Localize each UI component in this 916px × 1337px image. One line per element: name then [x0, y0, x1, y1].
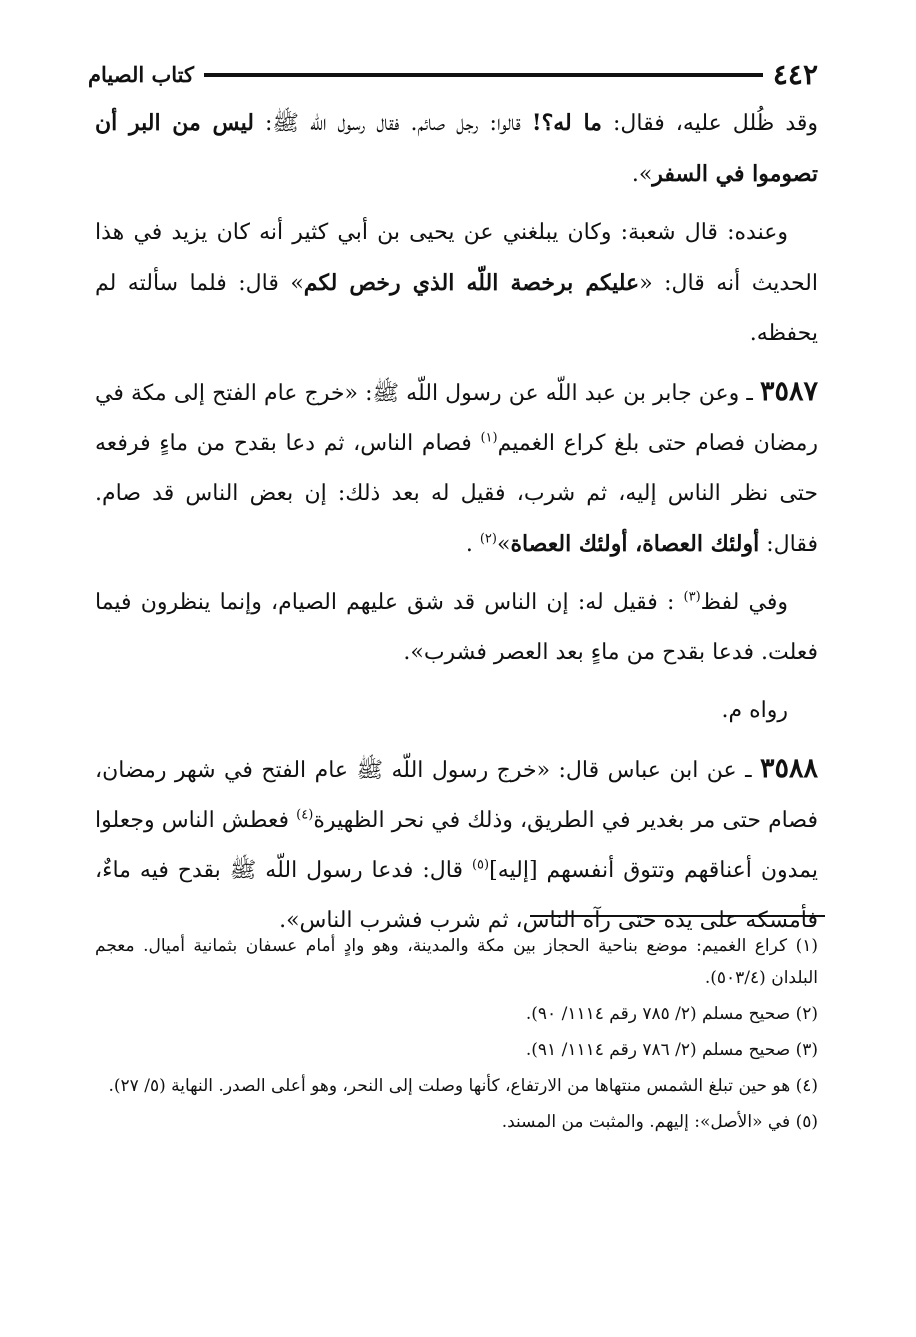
hadith-number: ٣٥٨٨ — [759, 753, 818, 784]
text-span: . — [465, 532, 480, 557]
bold-span: عليكم برخصة اللّه الذي رخص لكم — [303, 270, 640, 296]
text-span: فصام الناس، ثم دعا بقدح من ماءٍ فرفعه حتى نظر الناس إليه، ثم شرب، فقيل له بعد ذلك: إن بعض الناس قد صام. فقال: — [95, 431, 818, 557]
footnote-ref: (١) — [480, 430, 498, 446]
text-span: وقد ظُلل عليه، فقال: — [601, 111, 819, 136]
text-span: » قال: فلما سألته لم يحفظه. — [95, 271, 818, 346]
footnote-1: (١) كراع الغميم: موضع بناحية الحجاز بين مكة والمدينة، وهو وادٍ أمام عسفان بثمانية أميال. معجم البلدان (٥٠٣/٤). — [95, 936, 818, 988]
hadith-3587 — [95, 367, 818, 570]
text-span: ». — [631, 162, 653, 187]
text-span: وفي لفظ — [700, 590, 789, 615]
text-span: » — [496, 532, 511, 557]
bold-span: ما له؟! — [531, 110, 602, 136]
bold-span: أولئك العصاة، أولئك العصاة — [510, 531, 760, 557]
footnote-5: (٥) في «الأصل»: إليهم. والمثبت من المسند. — [501, 1112, 818, 1132]
header-rule — [204, 73, 763, 77]
paragraph-rawah: رواه م. — [721, 698, 788, 723]
footnote-ref: (٢) — [479, 531, 497, 547]
footnote-ref: (٣) — [683, 589, 701, 605]
footnote-separator — [530, 915, 825, 917]
bold-span: ليس من البر أن تصوموا في السفر — [95, 110, 818, 187]
footnote-ref: (٤) — [296, 807, 314, 823]
page-header — [88, 58, 818, 92]
text-span: قال: فدعا رسول اللّه ﷺ بقدح فيه ماءٌ، فأمسكه على يده حتى رآه الناس، ثم شرب فشرب الناس». — [95, 858, 818, 933]
main-text — [95, 98, 818, 954]
running-title: كتاب الصيام — [88, 62, 194, 87]
page-number: ٤٤٢ — [772, 58, 818, 91]
footnote-2: (٢) صحيح مسلم (٢/ ٧٨٥ رقم ١١١٤/ ٩٠). — [525, 1004, 818, 1024]
paragraph-lafz — [95, 578, 818, 678]
text-span: : فقيل له: إن الناس قد شق عليهم الصيام، وإنما ينظرون فيما فعلت. فدعا بقدح من ماءٍ بعد العصر فشرب». — [95, 590, 818, 665]
hadith-number: ٣٥٨٧ — [759, 376, 818, 407]
text-span: ـ عن ابن عباس قال: «خرج رسول اللّه ﷺ عام الفتح في شهر رمضان، فصام حتى مر بغدير في الطريق، وذلك في نحر الظهيرة — [95, 758, 818, 833]
footnote-3: (٣) صحيح مسلم (٢/ ٧٨٦ رقم ١١١٤/ ٩١). — [525, 1040, 818, 1060]
text-span: فعطش الناس وجعلوا يمدون أعناقهم وتتوق أنفسهم [إليه] — [95, 808, 819, 883]
paragraph-continuation — [95, 98, 818, 200]
text-span: ـ وعن جابر بن عبد اللّه عن رسول اللّه ﷺ: «خرج عام الفتح إلى مكة في رمضان فصام حتى بلغ كراع الغميم — [95, 381, 818, 456]
text-span: وعنده: قال شعبة: وكان يبلغني عن يحيى بن أبي كثير أنه كان يزيد في هذا الحديث أنه قال: « — [95, 220, 818, 296]
paragraph-shuba — [95, 208, 818, 359]
footnotes — [95, 930, 818, 1142]
footnote-ref: (٥) — [471, 857, 490, 873]
text-span: قالوا: رجل صائم. فقال رسول اللّه ﷺ: — [253, 111, 532, 136]
footnote-4: (٤) هو حين تبلغ الشمس منتهاها من الارتفاع، كأنها وصلت إلى النحر، وهو أعلى الصدر. النهاية (٥/ ٢٧). — [108, 1076, 818, 1096]
